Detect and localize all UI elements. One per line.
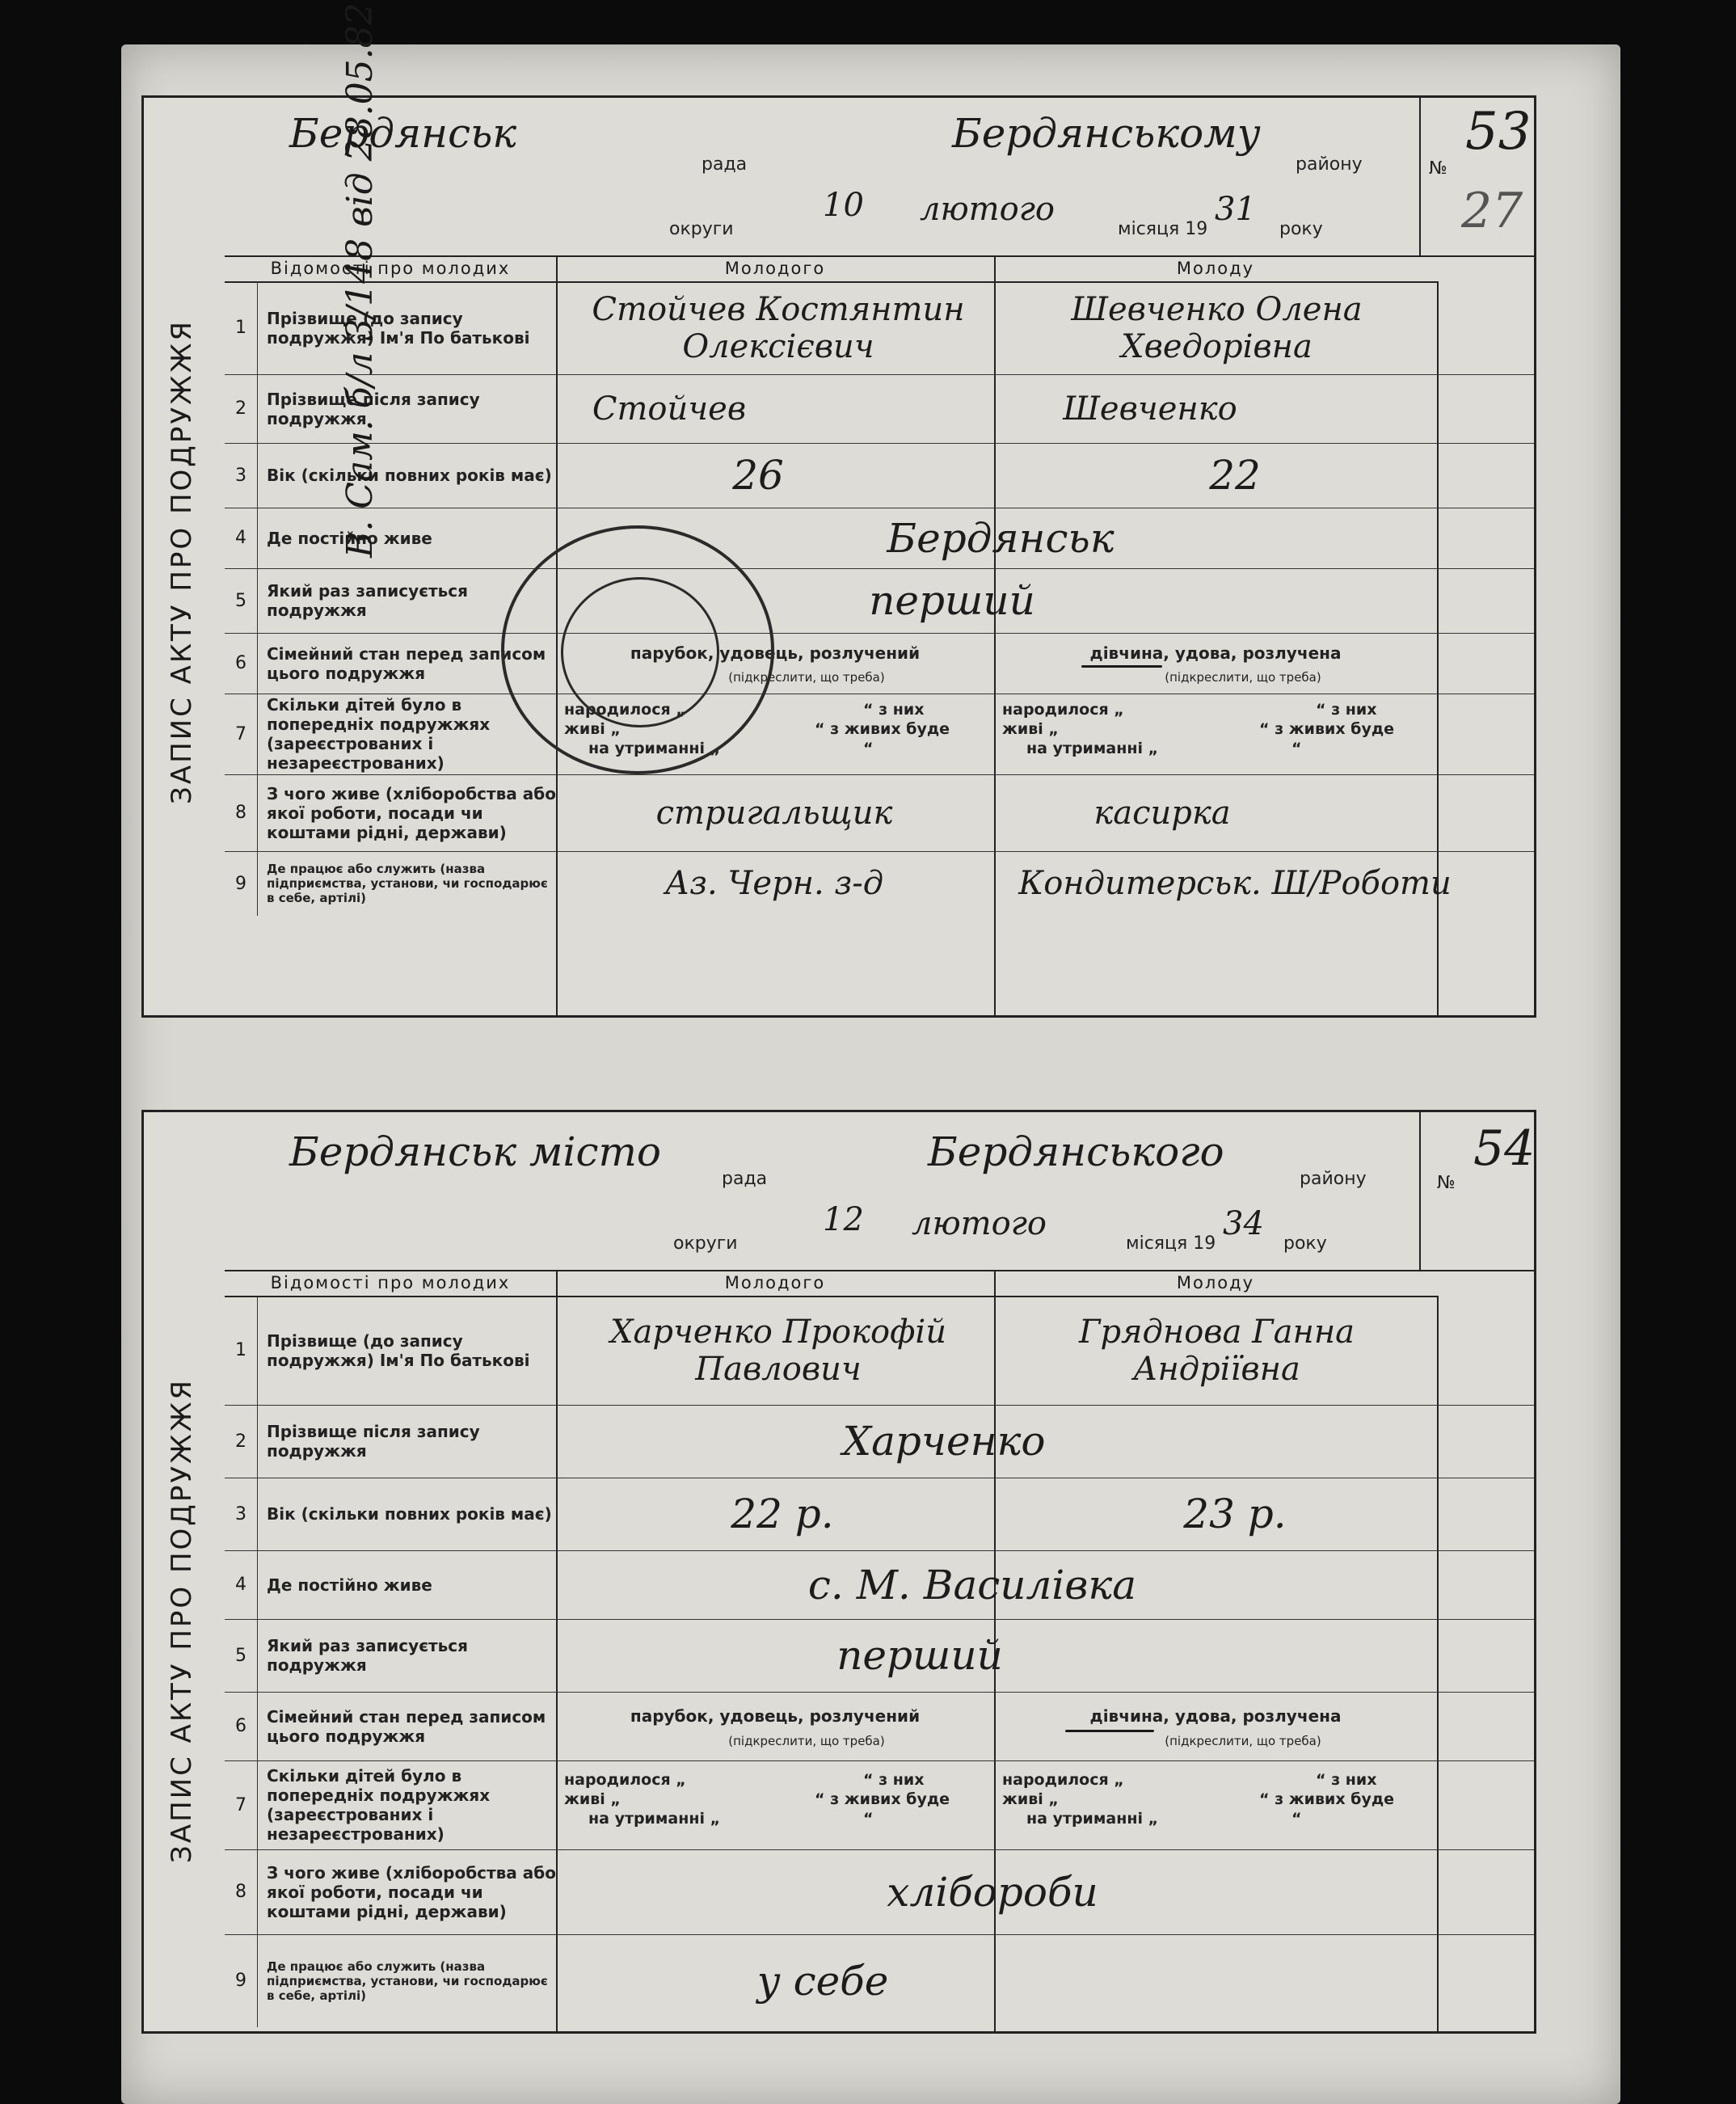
groom-surname-after: Стойчев — [592, 390, 747, 428]
month-label: місяця 19 — [1118, 219, 1208, 239]
year: 31 — [1215, 191, 1256, 228]
status-underline-bride — [1081, 665, 1162, 668]
year-label: року — [1279, 219, 1323, 239]
number-label: № — [1437, 1173, 1456, 1193]
month-label: місяця 19 — [1126, 1233, 1216, 1254]
record-side-title: ЗАПИС АКТУ ПРО ПОДРУЖЖЯ — [166, 319, 199, 804]
okrug-label: округи — [673, 1233, 738, 1254]
row-5: 5 Який раз записується подружжя перший — [225, 1619, 1534, 1693]
bride-occupation: касирка — [1093, 794, 1231, 832]
district-label: району — [1300, 1169, 1367, 1189]
council-name: Бердянськ місто — [289, 1128, 662, 1175]
row-7: 7 Скільки дітей було в попередніх подружжях (зареєстрованих і незареєстрованих) народилося „ “ з них живі „ “ з живих буде на утриманні „ “ народилося „ “ з них живі „ “ з живих буде на утриманні „ “ — [225, 694, 1534, 775]
row-9: 9 Де працює або служить (назва підприємства, установи, чи господарює в себе, артілі) Аз. Черн. з-д Кондитерськ. Ш/Роботи — [225, 851, 1534, 916]
residence: Бердянськ — [887, 514, 1114, 562]
official-stamp — [501, 525, 774, 774]
record-header — [225, 98, 1534, 257]
groom-age: 22 р. — [731, 1491, 834, 1537]
marriage-count: перший — [836, 1632, 1003, 1679]
row-1: 1 Прізвище (до запису подружжя) Ім'я По батькові Стойчев Костянтин Олексієвич Шевченко Олена Хведорівна — [225, 281, 1534, 375]
record-number-box — [1419, 1112, 1534, 1270]
row-8: 8 З чого живе (хліборобства або якої роботи, посади чи коштами рідні, держави) хлібороби — [225, 1849, 1534, 1935]
record-number-extra: 27 — [1461, 183, 1523, 239]
stamp-emblem — [561, 577, 719, 727]
row-4: 4 Де постійно живе с. М. Василівка — [225, 1550, 1534, 1620]
row-8: 8 З чого живе (хліборобства або якої роботи, посади чи коштами рідні, держави) стригальщик касирка — [225, 774, 1534, 852]
bride-age: 22 — [1209, 452, 1261, 499]
col-question: Відомості про молодих — [225, 255, 556, 283]
council-name: Бердянськ — [289, 110, 517, 157]
record-table — [225, 1270, 1534, 2031]
row-5: 5 Який раз записується подружжя перший — [225, 568, 1534, 634]
day: 10 — [823, 187, 864, 224]
margin-annotation: В. Сам. б/л 3/148 від 28.05.82 — [339, 2, 381, 558]
bride-age: 23 р. — [1183, 1491, 1287, 1537]
district-name: Бердянському — [952, 110, 1261, 157]
row-1: 1 Прізвище (до запису подружжя) Ім'я По батькові Харченко Прокофій Павлович Гряднова Ганна Андріївна — [225, 1296, 1534, 1406]
row-6: 6 Сімейний стан перед записом цього подружжя парубок, удовець, розлучений (підкреслити, що треба) дівчина, удова, розлучена (підкреслити, що треба) — [225, 633, 1534, 694]
year-label: року — [1283, 1233, 1327, 1254]
col-bride: Молоду — [994, 1270, 1437, 1297]
council-label: рада — [702, 154, 748, 175]
groom-workplace: Аз. Черн. з-д — [664, 865, 884, 902]
bride-full-name: Гряднова Ганна Андріївна — [1078, 1313, 1355, 1388]
record-number-box — [1419, 98, 1534, 255]
record-table — [225, 255, 1534, 1015]
row-6: 6 Сімейний стан перед записом цього подружжя парубок, удовець, розлучений (підкреслити, що треба) дівчина, удова, розлучена (підкреслити, що треба) — [225, 1692, 1534, 1761]
occupation: хлібороби — [887, 1868, 1098, 1916]
record-header — [225, 1112, 1534, 1271]
row-3: 3 Вік (скільки повних років має) 22 р. 23 р. — [225, 1478, 1534, 1551]
col-groom: Молодого — [556, 1270, 994, 1297]
row-7: 7 Скільки дітей було в попередніх подружжях (зареєстрованих і незареєстрованих) народилося „ “ з них живі „ “ з живих буде на утриманні „ “ народилося „ “ з них живі „ “ з живих буде на утриманні „ “ — [225, 1760, 1534, 1850]
status-underline-bride — [1065, 1730, 1154, 1732]
record-number: 53 — [1465, 102, 1532, 162]
row-3: 3 Вік (скільки повних років має) 26 22 — [225, 443, 1534, 508]
marriage-record-54 — [141, 1110, 1536, 2034]
row-4: 4 Де постійно живе Бердянськ — [225, 508, 1534, 569]
row-9: 9 Де працює або служить (назва підприємства, установи, чи господарює в себе, артілі) у себе — [225, 1934, 1534, 2027]
groom-full-name: Стойчев Костянтин Олексієвич — [592, 290, 965, 365]
record-side-title: ЗАПИС АКТУ ПРО ПОДРУЖЖЯ — [166, 1378, 199, 1863]
residence: с. М. Василівка — [807, 1561, 1137, 1609]
district-name: Бердянського — [928, 1128, 1224, 1175]
day: 12 — [823, 1201, 864, 1238]
row-2: 2 Прізвище після запису подружжя Харченко — [225, 1405, 1534, 1478]
row-2: 2 Прізвище після запису подружжя Стойчев Шевченко — [225, 374, 1534, 444]
number-label: № — [1429, 158, 1447, 179]
district-label: району — [1296, 154, 1363, 175]
year: 34 — [1223, 1205, 1264, 1242]
col-bride: Молоду — [994, 255, 1437, 283]
council-label: рада — [722, 1169, 768, 1189]
marriage-count: перший — [869, 577, 1035, 624]
bride-workplace: Кондитерськ. Ш/Роботи — [1018, 865, 1452, 902]
groom-age: 26 — [732, 452, 784, 499]
month: лютого — [912, 1205, 1047, 1242]
okrug-label: округи — [669, 219, 734, 239]
surname-after: Харченко — [842, 1418, 1046, 1465]
bride-surname-after: Шевченко — [1063, 390, 1237, 428]
month: лютого — [920, 191, 1055, 228]
record-number: 54 — [1473, 1120, 1536, 1177]
groom-occupation: стригальщик — [655, 794, 893, 832]
workplace: у себе — [756, 1957, 889, 2005]
bride-full-name: Шевченко Олена Хведорівна — [1071, 290, 1363, 365]
col-groom: Молодого — [556, 255, 994, 283]
groom-full-name: Харченко Прокофій Павлович — [610, 1313, 946, 1388]
col-question: Відомості про молодих — [225, 1270, 556, 1297]
